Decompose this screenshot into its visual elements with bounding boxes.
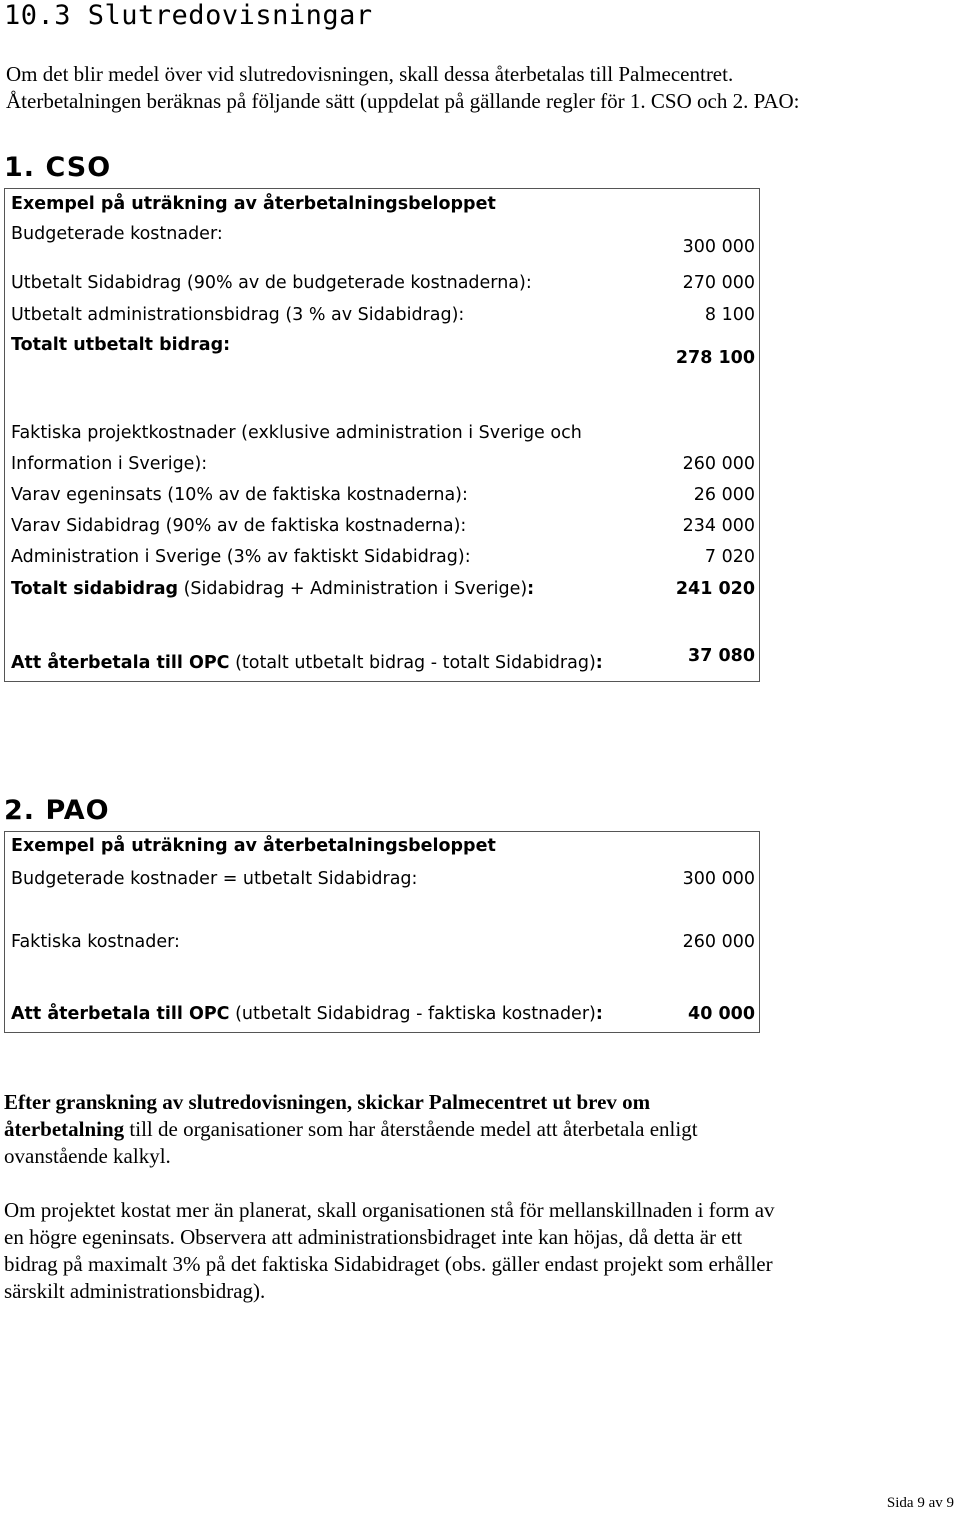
cso-total-sida-label (11, 579, 534, 599)
cso-refund-label-colon: : (595, 653, 603, 673)
cso-total-paid-label: Totalt utbetalt bidrag: (11, 335, 231, 355)
pao-actual-value: 260 000 (682, 932, 755, 952)
cso-total-sida-label-bold: Totalt sidabidrag (11, 579, 179, 599)
cso-refund-label (11, 653, 603, 673)
pao-refund-label-bold: Att återbetala till OPC (11, 1004, 230, 1024)
cso-actual-label-line-1: Faktiska projektkostnader (exklusive administration i Sverige och (11, 423, 582, 443)
cso-budget-label: Budgeterade kostnader: (11, 224, 223, 244)
cso-sida-label: Varav Sidabidrag (90% av de faktiska kostnaderna): (11, 516, 467, 536)
pao-budget-value: 300 000 (682, 869, 755, 889)
cso-own-label: Varav egeninsats (10% av de faktiska kostnaderna): (11, 485, 468, 505)
para2-line-3: bidrag på maximalt 3% på det faktiska Sidabidraget (obs. gäller endast projekt som erhåller (4, 1252, 773, 1276)
pao-refund-value: 40 000 (688, 1004, 755, 1024)
cso-total-sida-label-rest: (Sidabidrag + Administration i Sverige) (178, 579, 528, 599)
para2-line-2: en högre egeninsats. Observera att administrationsbidraget inte kan höjas, då detta är ett (4, 1225, 743, 1249)
pao-section-title: 2. PAO (4, 795, 110, 826)
cso-own-value: 26 000 (693, 485, 755, 505)
cso-total-sida-value: 241 020 (675, 579, 755, 599)
para2-line-1: Om projektet kostat mer än planerat, skall organisationen stå för mellanskillnaden i form av (4, 1198, 775, 1222)
para1-line-1: Efter granskning av slutredovisningen, skickar Palmecentret ut brev om (4, 1090, 651, 1114)
pao-refund-label-rest: (utbetalt Sidabidrag - faktiska kostnader) (229, 1004, 596, 1024)
pao-box-title: Exempel på uträkning av återbetalningsbeloppet (11, 836, 496, 856)
para1-line-2-bold: återbetalning (4, 1117, 125, 1141)
cso-paid-admin-label: Utbetalt administrationsbidrag (3 % av Sidabidrag): (11, 305, 465, 325)
cso-refund-label-bold: Att återbetala till OPC (11, 653, 230, 673)
cso-refund-value: 37 080 (688, 646, 755, 666)
cso-sida-value: 234 000 (682, 516, 755, 536)
cso-paid-admin-value: 8 100 (704, 305, 755, 325)
cso-paid-sida-label: Utbetalt Sidabidrag (90% av de budgeterade kostnaderna): (11, 273, 532, 293)
pao-refund-label-colon: : (595, 1004, 603, 1024)
page-heading: 10.3 Slutredovisningar (4, 0, 373, 31)
cso-budget-value: 300 000 (682, 237, 755, 257)
para1-line-2 (4, 1117, 698, 1142)
cso-refund-label-rest: (totalt utbetalt bidrag - totalt Sidabidrag) (229, 653, 596, 673)
cso-admin-label: Administration i Sverige (3% av faktiskt Sidabidrag): (11, 547, 471, 567)
cso-actual-value: 260 000 (682, 454, 755, 474)
cso-paid-sida-value: 270 000 (682, 273, 755, 293)
cso-total-sida-label-colon: : (527, 579, 535, 599)
cso-admin-value: 7 020 (704, 547, 755, 567)
pao-actual-label: Faktiska kostnader: (11, 932, 180, 952)
intro-line-2: Återbetalningen beräknas på följande sätt (uppdelat på gällande regler för 1. CSO och 2. PAO: (6, 89, 800, 113)
para1-line-2-rest: till de organisationer som har återstående medel att återbetala enligt (124, 1117, 698, 1141)
cso-box-title: Exempel på uträkning av återbetalningsbeloppet (11, 194, 496, 214)
pao-budget-label: Budgeterade kostnader = utbetalt Sidabidrag: (11, 869, 418, 889)
cso-actual-label-line-2: Information i Sverige): (11, 454, 208, 474)
intro-line-1: Om det blir medel över vid slutredovisningen, skall dessa återbetalas till Palmecentret. (6, 62, 734, 86)
cso-total-paid-value: 278 100 (675, 348, 755, 368)
page-number: Sida 9 av 9 (886, 1495, 954, 1511)
pao-refund-label (11, 1004, 603, 1024)
para2-line-4: särskilt administrationsbidrag). (4, 1279, 266, 1303)
cso-section-title: 1. CSO (4, 152, 112, 183)
para1-line-3: ovanstående kalkyl. (4, 1144, 171, 1168)
